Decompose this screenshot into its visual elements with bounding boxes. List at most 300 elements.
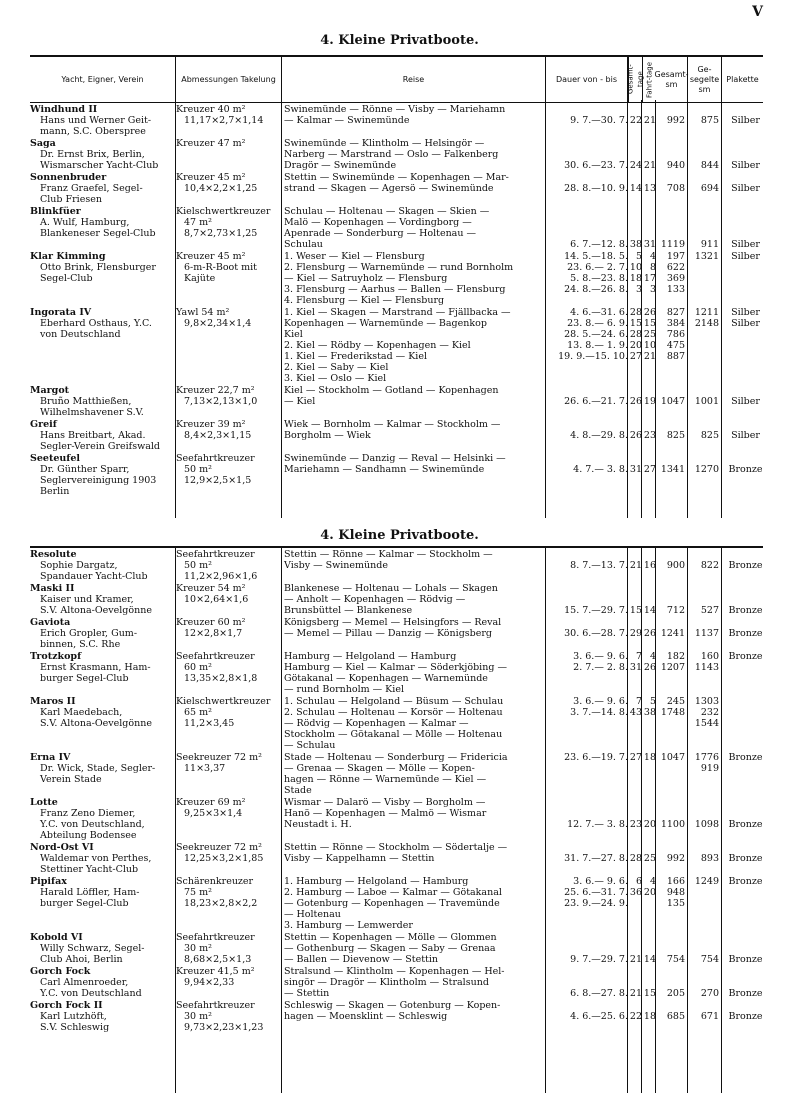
total-days: 10: [629, 262, 642, 273]
route-line: Dragör — Swinemünde: [284, 160, 397, 171]
duration: 26. 6.—21. 7.: [564, 396, 628, 407]
total-days: 36: [629, 887, 642, 898]
duration-cell: [546, 430, 628, 441]
total-days: 3: [635, 284, 642, 295]
sailing-days-cell: [642, 752, 656, 763]
total-nm: 205: [666, 988, 685, 999]
rig-cell: [176, 104, 276, 126]
route-line: 3. Hamburg — Lemwerder: [284, 920, 413, 931]
yacht-name: Pipifax: [30, 876, 67, 887]
table-row: [30, 932, 763, 965]
route-line: Swinemünde — Danzig — Reval — Helsinki —: [284, 453, 506, 464]
duration-cell: [546, 651, 628, 673]
sailing-days: 26: [643, 628, 656, 639]
total-days-cell: [628, 876, 642, 898]
table-row: [30, 307, 763, 384]
total-days-cell: [628, 464, 642, 475]
route-line: 1. Schulau — Helgoland — Büsum — Schulau: [284, 696, 504, 707]
route-line: Swinemünde — Rönne — Visby — Mariehamn: [284, 104, 506, 115]
route-line: Stade — Holtenau — Sonderburg — Fridericia: [284, 752, 508, 763]
owner-club: Hans Breitbart, Akad.: [40, 430, 146, 441]
route-line: Apenrade — Sonderburg — Holtenau —: [284, 228, 476, 239]
route-cell: [284, 251, 562, 306]
owner-club: Dr. Wick, Stade, Segler-: [40, 763, 156, 774]
duration: 3. 6.— 9. 6.: [573, 651, 628, 662]
route-line: — Schulau: [284, 740, 336, 751]
total-nm: 166: [666, 876, 685, 887]
route-cell: [284, 419, 562, 441]
sailed-nm-cell: [688, 696, 719, 729]
rig-cell: [176, 797, 276, 819]
owner-club: Ernst Krasmann, Ham-: [40, 662, 151, 673]
rig-dimensions: 12,25×3,2×1,85: [184, 853, 264, 864]
route-line: hagen — Rönne — Warnemünde — Kiel —: [284, 774, 487, 785]
route-line: 2. Hamburg — Laboe — Kalmar — Götakanal: [284, 887, 502, 898]
sailing-days: 3: [649, 284, 656, 295]
rig-cell: [176, 1000, 276, 1033]
duration: 28. 8.—10. 9.: [564, 183, 628, 194]
total-days-cell: [628, 819, 642, 830]
route-line: Hamburg — Kiel — Kalmar — Söderkjöbing —: [284, 662, 507, 673]
owner-club: Eberhard Osthaus, Y.C.: [40, 318, 152, 329]
route-line: 1. Kiel — Frederikstad — Kiel: [284, 351, 427, 362]
total-days-cell: [628, 307, 642, 362]
total-days: 23: [629, 819, 642, 830]
duration-cell: [546, 307, 628, 362]
route-cell: [284, 797, 562, 830]
plaque: Silber: [731, 239, 760, 250]
total-nm: 712: [666, 605, 685, 616]
duration: 31. 7.—27. 8.: [564, 853, 628, 864]
sailed-nm: 160: [700, 651, 719, 662]
duration: 30. 6.—23. 7.: [564, 160, 628, 171]
sailed-nm-cell: [688, 183, 719, 194]
route-line: — Stettin: [284, 988, 330, 999]
route-cell: [284, 932, 562, 965]
section-title-top: 4. Kleine Privatboote.: [320, 33, 479, 48]
rig-dimensions: 50 m²: [184, 560, 212, 571]
rig-dimensions: 9,73×2,23×1,23: [184, 1022, 264, 1033]
yacht-cell: [30, 385, 172, 418]
owner-club: burger Segel-Club: [40, 673, 129, 684]
duration: 23. 8.— 6. 9.: [567, 318, 628, 329]
rig-dimensions: Kajüte: [184, 273, 216, 284]
total-nm: 992: [666, 115, 685, 126]
sailed-nm: 825: [700, 430, 719, 441]
owner-club: Segel-Club: [40, 273, 93, 284]
sailed-nm: 1137: [694, 628, 719, 639]
route-line: Wismar — Dalarö — Visby — Borgholm —: [284, 797, 486, 808]
plaque: Silber: [731, 318, 760, 329]
route-line: Stettin — Swinemünde — Kopenhagen — Mar-: [284, 172, 509, 183]
total-days: 6: [635, 876, 642, 887]
total-nm: 992: [666, 853, 685, 864]
total-nm-cell: [656, 853, 685, 864]
route-line: — Grenaa — Skagen — Mölle — Kopen-: [284, 763, 475, 774]
route-line: Brunsbüttel — Blankenese: [284, 605, 413, 616]
rig-dimensions: 18,23×2,8×2,2: [184, 898, 258, 909]
plaque: Silber: [731, 160, 760, 171]
sailed-nm: 844: [700, 160, 719, 171]
rig-type: Kielschwertkreuzer: [176, 206, 271, 217]
total-nm: 1119: [660, 239, 685, 250]
plaque-cell: [728, 954, 763, 965]
route-line: Blankenese — Holtenau — Lohals — Skagen: [284, 583, 498, 594]
duration: 6. 7.—12. 8.: [570, 239, 628, 250]
total-days-cell: [628, 651, 642, 673]
owner-club: Karl Maedebach,: [40, 707, 123, 718]
rig-dimensions: 10×2,64×1,6: [184, 594, 249, 605]
sailed-nm-cell: [688, 560, 719, 571]
sailing-days-cell: [642, 988, 656, 999]
duration-cell: [546, 696, 628, 718]
total-nm-cell: [656, 183, 685, 194]
rig-type: Schärenkreuzer: [176, 876, 254, 887]
owner-club: Sophie Dargatz,: [40, 560, 118, 571]
header-dimensions: Abmessungen Takelung: [176, 57, 282, 102]
sailed-nm: 1303: [694, 696, 719, 707]
total-days-cell: [628, 628, 642, 639]
total-days-cell: [628, 115, 642, 126]
duration: 14. 5.—18. 5.: [564, 251, 628, 262]
yacht-name: Lotte: [30, 797, 58, 808]
rig-cell: [176, 617, 276, 639]
rig-dimensions: 6-m-R-Boot mit: [184, 262, 257, 273]
header-plaque: Plakette: [726, 74, 759, 84]
plaque: Silber: [731, 307, 760, 318]
route-cell: [284, 104, 562, 126]
sailing-days-cell: [642, 560, 656, 571]
sailed-nm: 1776: [694, 752, 719, 763]
yacht-name: Gaviota: [30, 617, 71, 628]
rig-cell: [176, 876, 276, 909]
sailing-days: 20: [643, 819, 656, 830]
yacht-cell: [30, 797, 172, 841]
route-line: Stade: [284, 785, 312, 796]
duration: 28. 5.—24. 6.: [564, 329, 628, 340]
total-days: 18: [629, 273, 642, 284]
sailing-days: 23: [643, 430, 656, 441]
route-line: — Memel — Pillau — Danzig — Königsberg: [284, 628, 492, 639]
total-days: 43: [629, 707, 642, 718]
sailed-nm: 875: [700, 115, 719, 126]
rig-type: Seefahrtkreuzer: [176, 1000, 255, 1011]
table-row: [30, 842, 763, 875]
total-nm-cell: [656, 160, 685, 171]
route-line: 2. Schulau — Holtenau — Korsör — Holtenau: [284, 707, 503, 718]
plaque-cell: [728, 876, 763, 887]
plaque: Silber: [731, 115, 760, 126]
plaque-cell: [728, 752, 763, 763]
rig-type: Kreuzer 40 m²: [176, 104, 246, 115]
duration: 4. 6.—25. 6.: [570, 1011, 628, 1022]
total-days-cell: [628, 183, 642, 194]
plaque: Bronze: [728, 752, 763, 763]
duration-cell: [546, 954, 628, 965]
route-line: Narberg — Marstrand — Oslo — Falkenberg: [284, 149, 499, 160]
route-line: 1. Kiel — Skagen — Marstrand — Fjällbacka —: [284, 307, 511, 318]
sailing-days: 21: [643, 160, 656, 171]
total-days: 21: [629, 988, 642, 999]
owner-club: Club Friesen: [40, 194, 102, 205]
total-nm: 887: [666, 351, 685, 362]
total-nm-cell: [656, 430, 685, 441]
route-cell: [284, 583, 562, 616]
plaque-cell: [728, 251, 763, 262]
sailed-nm-cell: [688, 954, 719, 965]
owner-club: Willy Schwarz, Segel-: [40, 943, 145, 954]
route-line: Stettin — Rönne — Stockholm — Södertalje —: [284, 842, 508, 853]
plaque-cell: [728, 819, 763, 830]
table-row: [30, 696, 763, 751]
yacht-cell: [30, 307, 172, 340]
sailed-nm: 822: [700, 560, 719, 571]
sailing-days-cell: [642, 251, 656, 295]
owner-club: Berlin: [40, 486, 70, 497]
total-days-cell: [628, 696, 642, 718]
route-cell: [284, 138, 562, 171]
sailed-nm: 2148: [694, 318, 719, 329]
rig-dimensions: 9,25×3×1,4: [184, 808, 243, 819]
plaque-cell: [728, 239, 763, 250]
rig-dimensions: 13,35×2,8×1,8: [184, 673, 258, 684]
sailing-days-cell: [642, 651, 656, 673]
duration-cell: [546, 752, 628, 763]
sailed-nm: 1270: [694, 464, 719, 475]
sailed-nm-cell: [688, 876, 719, 887]
route-cell: [284, 1000, 562, 1022]
route-cell: [284, 696, 562, 751]
owner-club: Franz Zeno Diemer,: [40, 808, 136, 819]
total-days-cell: [628, 853, 642, 864]
total-nm-cell: [656, 696, 685, 718]
table-row: [30, 453, 763, 497]
duration-cell: [546, 560, 628, 571]
sailed-nm: 754: [700, 954, 719, 965]
owner-club: Franz Graefel, Segel-: [40, 183, 143, 194]
owner-club: Club Ahoi, Berlin: [40, 954, 123, 965]
duration: 23. 9.—24. 9.: [564, 898, 628, 909]
rig-cell: [176, 419, 276, 441]
duration-cell: [546, 628, 628, 639]
sailed-nm-cell: [688, 464, 719, 475]
total-days: 28: [629, 307, 642, 318]
plaque: Bronze: [728, 819, 763, 830]
total-nm: 133: [666, 284, 685, 295]
plaque-cell: [728, 307, 763, 329]
rig-cell: [176, 138, 276, 149]
table-row: [30, 251, 763, 306]
rig-cell: [176, 696, 276, 729]
sailed-nm: 1001: [694, 396, 719, 407]
duration: 4. 8.—29. 8.: [570, 430, 628, 441]
duration-cell: [546, 396, 628, 407]
route-line: 3. Kiel — Oslo — Kiel: [284, 373, 387, 384]
route-line: — Gotenburg — Kopenhagen — Travemünde: [284, 898, 500, 909]
total-days-cell: [628, 560, 642, 571]
route-line: Neustadt i. H.: [284, 819, 352, 830]
table-row: [30, 752, 763, 796]
route-line: — Ballen — Dievenow — Stettin: [284, 954, 439, 965]
total-nm-cell: [656, 605, 685, 616]
total-days: 21: [629, 560, 642, 571]
route-line: 1. Hamburg — Helgoland — Hamburg: [284, 876, 469, 887]
table-row: [30, 966, 763, 999]
plaque-cell: [728, 651, 763, 662]
yacht-cell: [30, 172, 172, 205]
sailing-days: 21: [643, 351, 656, 362]
owner-club: Wilhelmshavener S.V.: [40, 407, 144, 418]
total-days-cell: [628, 430, 642, 441]
route-cell: [284, 876, 562, 931]
owner-club: Bruño Matthießen,: [40, 396, 132, 407]
owner-club: Abteilung Bodensee: [40, 830, 137, 841]
yacht-cell: [30, 752, 172, 785]
table-row: [30, 419, 763, 452]
rig-cell: [176, 307, 276, 329]
total-nm: 900: [666, 560, 685, 571]
total-days-cell: [628, 239, 642, 250]
route-cell: [284, 453, 562, 475]
sailing-days: 21: [643, 115, 656, 126]
sailed-nm-cell: [688, 396, 719, 407]
total-days-cell: [628, 605, 642, 616]
sailed-nm-cell: [688, 628, 719, 639]
route-line: Kiel — Stockholm — Gotland — Kopenhagen: [284, 385, 499, 396]
table-row: [30, 1000, 763, 1033]
rig-cell: [176, 932, 276, 965]
route-line: Wiek — Bornholm — Kalmar — Stockholm —: [284, 419, 501, 430]
total-days: 20: [629, 340, 642, 351]
duration: 4. 6.—31. 6.: [570, 307, 628, 318]
duration: 15. 7.—29. 7.: [564, 605, 628, 616]
rig-cell: [176, 453, 276, 486]
sailing-days: 18: [643, 752, 656, 763]
route-line: hagen — Moensklint — Schleswig: [284, 1011, 448, 1022]
plaque-cell: [728, 853, 763, 864]
rig-cell: [176, 583, 276, 605]
route-line: Mariehamn — Sandhamn — Swinemünde: [284, 464, 485, 475]
owner-club: Verein Stade: [40, 774, 102, 785]
rig-dimensions: 60 m²: [184, 662, 212, 673]
rig-type: Kreuzer 41,5 m²: [176, 966, 255, 977]
sailing-days: 15: [643, 988, 656, 999]
total-days: 28: [629, 329, 642, 340]
duration-cell: [546, 988, 628, 999]
yacht-name: Maski II: [30, 583, 75, 594]
sailed-nm-cell: [688, 853, 719, 864]
yacht-name: Windhund II: [30, 104, 98, 115]
rig-type: Kreuzer 60 m²: [176, 617, 246, 628]
header-duration: Dauer von - bis: [546, 57, 628, 102]
total-days: 28: [629, 853, 642, 864]
route-line: Hanö — Kopenhagen — Malmö — Wismar: [284, 808, 487, 819]
plaque: Bronze: [728, 954, 763, 965]
sailing-days: 31: [643, 239, 656, 250]
rig-cell: [176, 172, 276, 194]
yacht-name: Kobold VI: [30, 932, 83, 943]
plaque: Bronze: [728, 876, 763, 887]
yacht-name: Ingorata IV: [30, 307, 92, 318]
plaque: Bronze: [728, 853, 763, 864]
table-row: [30, 206, 763, 250]
sailed-nm-cell: [688, 605, 719, 616]
total-nm-cell: [656, 251, 685, 295]
total-nm: 475: [666, 340, 685, 351]
total-days: 31: [629, 464, 642, 475]
route-line: — Kiel — Satruyholz — Flensburg: [284, 273, 448, 284]
total-days: 15: [629, 318, 642, 329]
owner-club: Y.C. von Deutschland: [40, 988, 142, 999]
route-line: Schulau: [284, 239, 323, 250]
plaque: Silber: [731, 251, 760, 262]
sailing-days: 17: [643, 273, 656, 284]
rig-dimensions: 12×2,8×1,7: [184, 628, 243, 639]
route-line: Stralsund — Klintholm — Kopenhagen — Hel-: [284, 966, 505, 977]
duration: 23. 6.—19. 7.: [564, 752, 628, 763]
sailed-nm-cell: [688, 251, 719, 262]
sailed-nm: 893: [700, 853, 719, 864]
sailed-nm: 270: [700, 988, 719, 999]
rig-type: Yawl 54 m²: [176, 307, 230, 318]
route-line: — Anholt — Kopenhagen — Rödvig —: [284, 594, 466, 605]
section-title-bottom: 4. Kleine Privatboote.: [320, 528, 479, 543]
route-cell: [284, 842, 562, 864]
duration: 25. 6.—31. 7.: [564, 887, 628, 898]
yacht-name: Sonnenbruder: [30, 172, 107, 183]
route-line: Stettin — Rönne — Kalmar — Stockholm —: [284, 549, 493, 560]
total-days-cell: [628, 160, 642, 171]
owner-club: Y.C. von Deutschland,: [40, 819, 145, 830]
sailed-nm: 1249: [694, 876, 719, 887]
plaque: Silber: [731, 430, 760, 441]
duration: 4. 7.— 3. 8.: [573, 464, 628, 475]
yacht-name: Blinkfüer: [30, 206, 81, 217]
yacht-name: Erna IV: [30, 752, 71, 763]
sailing-days-cell: [642, 628, 656, 639]
sailing-days-cell: [642, 160, 656, 171]
plaque-cell: [728, 560, 763, 571]
sailing-days: 27: [643, 464, 656, 475]
owner-club: S.V. Altona-Oevelgönne: [40, 718, 152, 729]
route-line: 4. Flensburg — Kiel — Flensburg: [284, 295, 445, 306]
yacht-cell: [30, 104, 172, 137]
sailed-nm: 1211: [694, 307, 719, 318]
rig-dimensions: 30 m²: [184, 943, 212, 954]
table-row: [30, 549, 763, 582]
route-cell: [284, 651, 562, 695]
total-nm-cell: [656, 1011, 685, 1022]
duration: 2. 7.— 2. 8.: [573, 662, 628, 673]
page-number: V: [752, 4, 763, 20]
sailing-days: 16: [643, 560, 656, 571]
total-days-cell: [628, 251, 642, 295]
sailing-days-cell: [642, 954, 656, 965]
total-days: 27: [629, 752, 642, 763]
sailing-days: 26: [643, 662, 656, 673]
total-nm: 754: [666, 954, 685, 965]
owner-club: Kaiser und Kramer,: [40, 594, 134, 605]
duration: 30. 6.—28. 7.: [564, 628, 628, 639]
duration: 9. 7.—30. 7.: [570, 115, 628, 126]
sailed-nm: 527: [700, 605, 719, 616]
route-line: Borgholm — Wiek: [284, 430, 371, 441]
yacht-cell: [30, 251, 172, 284]
rig-dimensions: 9,94×2,33: [184, 977, 235, 988]
total-days-cell: [628, 1011, 642, 1022]
sailed-nm-cell: [688, 819, 719, 830]
total-nm-cell: [656, 396, 685, 407]
